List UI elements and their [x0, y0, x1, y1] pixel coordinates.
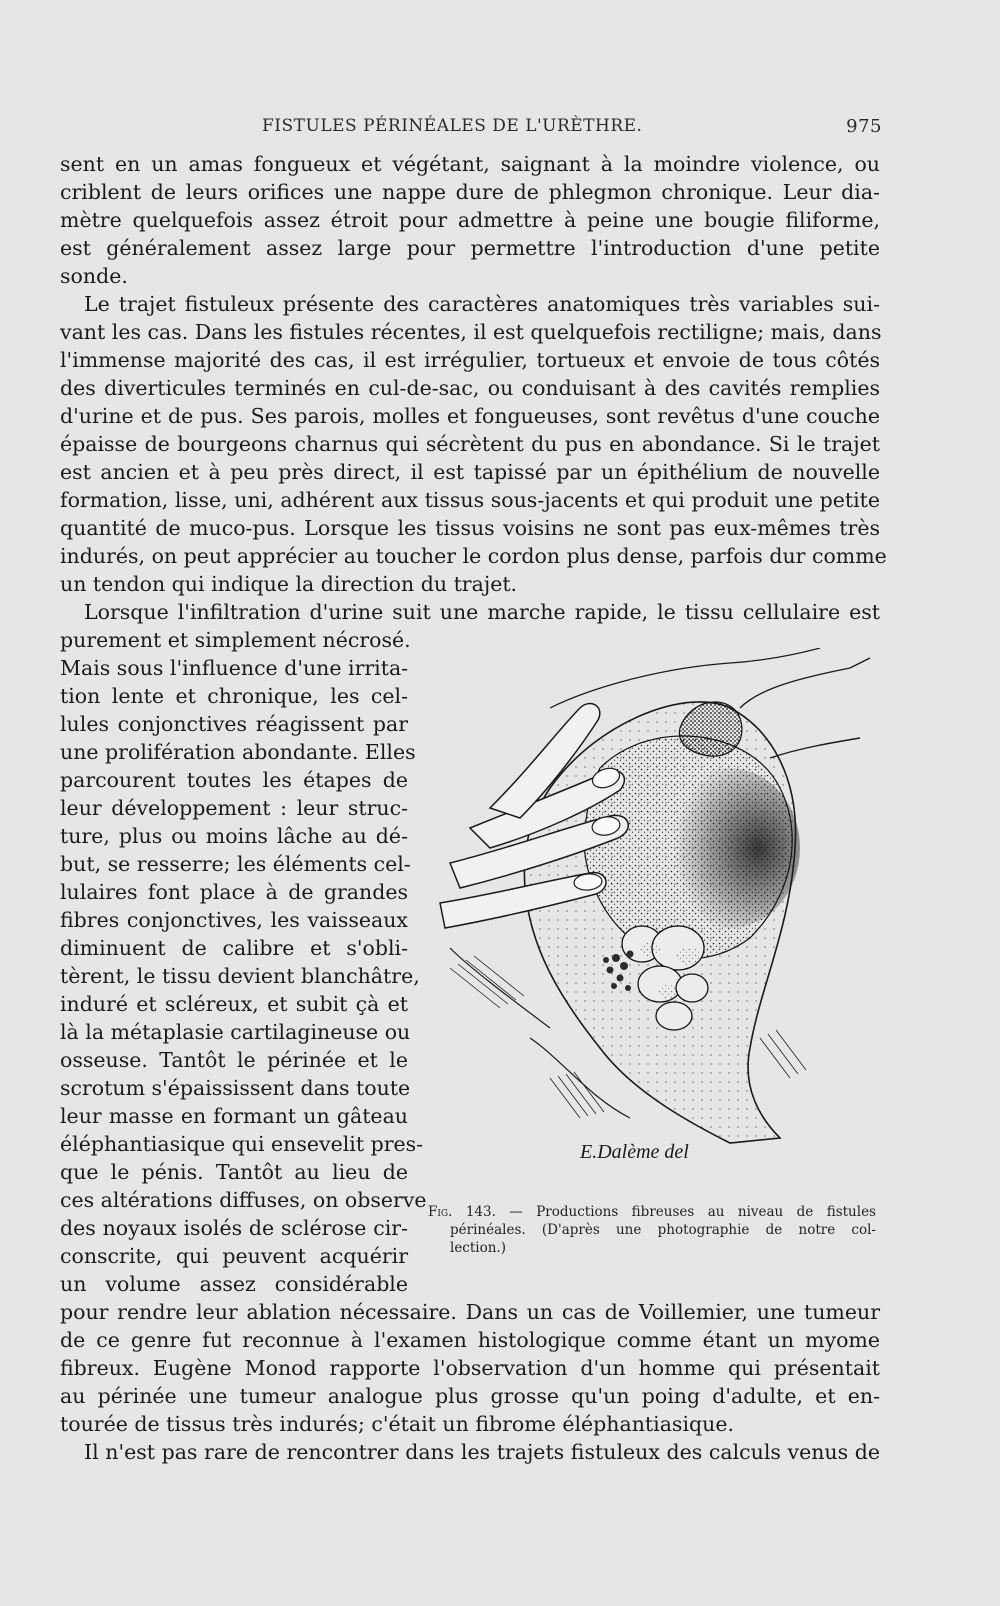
- text-line: tèrent, le tissu devient blanchâtre,: [60, 964, 420, 988]
- text-line: ture, plus ou moins lâche au dé-: [60, 824, 408, 848]
- caption-line: lection.): [450, 1240, 506, 1256]
- caption-text: — Productions fibreuses au niveau de fistules: [509, 1204, 876, 1220]
- text-line: est généralement assez large pour permettre l'introduction d'une petite: [60, 236, 880, 260]
- text-line: induré et scléreux, et subit çà et: [60, 992, 408, 1016]
- text-line: leur développement : leur struc-: [60, 796, 408, 820]
- text-line: des noyaux isolés de sclérose cir-: [60, 1216, 408, 1240]
- text-line: fibres conjonctives, les vaisseaux: [60, 908, 408, 932]
- text-line: sent en un amas fongueux et végétant, saignant à la moindre violence, ou: [60, 152, 880, 176]
- text-line: sonde.: [60, 264, 128, 288]
- caption-label: Fig. 143.: [428, 1204, 496, 1220]
- text-line: diminuent de calibre et s'obli-: [60, 936, 408, 960]
- text-line: parcourent toutes les étapes de: [60, 768, 408, 792]
- text-line: l'immense majorité des cas, il est irrégulier, tortueux et envoie de tous côtés: [60, 348, 880, 372]
- text-line: purement et simplement nécrosé.: [60, 628, 411, 652]
- text-line: éléphantiasique qui ensevelit pres-: [60, 1132, 424, 1156]
- text-line: scrotum s'épaississent dans toute: [60, 1076, 411, 1100]
- text-line: épaisse de bourgeons charnus qui sécrètent du pus en abondance. Si le trajet: [60, 432, 880, 456]
- page-number: 975: [846, 116, 882, 137]
- text-line: d'urine et de pus. Ses parois, molles et fongueuses, sont revêtus d'une couche: [60, 404, 880, 428]
- caption-line: périnéales. (D'après une photographie de notre col-: [450, 1222, 876, 1238]
- text-line: conscrite, qui peuvent acquérir: [60, 1244, 408, 1268]
- text-line: vant les cas. Dans les fistules récentes, il est quelquefois rectiligne; mais, dans: [60, 320, 882, 344]
- running-title: FISTULES PÉRINÉALES DE L'URÈTHRE.: [262, 116, 643, 136]
- text-line: lules conjonctives réagissent par: [60, 712, 408, 736]
- text-line: Il n'est pas rare de rencontrer dans les trajets fistuleux des calculs venus de: [84, 1440, 880, 1464]
- text-line: formation, lisse, uni, adhérent aux tissus sous-jacents et qui produit une petite: [60, 488, 880, 512]
- text-line: Le trajet fistuleux présente des caractères anatomiques très variables sui-: [84, 292, 880, 316]
- text-line: Mais sous l'influence d'une irrita-: [60, 656, 409, 680]
- text-line: pour rendre leur ablation nécessaire. Dans un cas de Voillemier, une tumeur: [60, 1300, 880, 1324]
- text-line: que le pénis. Tantôt au lieu de: [60, 1160, 408, 1184]
- anatomical-illustration: [430, 648, 878, 1188]
- text-line: osseuse. Tantôt le périnée et le: [60, 1048, 408, 1072]
- text-line: ces altérations diffuses, on observe: [60, 1188, 427, 1212]
- text-line: but, se resserre; les éléments cel-: [60, 852, 411, 876]
- caption-line: [428, 1203, 876, 1221]
- text-line: criblent de leurs orifices une nappe dure de phlegmon chronique. Leur dia-: [60, 180, 880, 204]
- text-line: fibreux. Eugène Monod rapporte l'observation d'un homme qui présentait: [60, 1356, 880, 1380]
- engraver-signature: E.Dalème del: [580, 1141, 689, 1163]
- text-line: des diverticules terminés en cul-de-sac, ou conduisant à des cavités remplies: [60, 376, 880, 400]
- text-line: une prolifération abondante. Elles: [60, 740, 416, 764]
- text-line: un volume assez considérable: [60, 1272, 408, 1296]
- text-line: Lorsque l'infiltration d'urine suit une marche rapide, le tissu cellulaire est: [84, 600, 880, 624]
- text-line: mètre quelquefois assez étroit pour admettre à peine une bougie filiforme,: [60, 208, 880, 232]
- text-line: là la métaplasie cartilagineuse ou: [60, 1020, 411, 1044]
- text-line: est ancien et à peu près direct, il est tapissé par un épithélium de nouvelle: [60, 460, 880, 484]
- text-line: quantité de muco-pus. Lorsque les tissus voisins ne sont pas eux-mêmes très: [60, 516, 880, 540]
- text-line: de ce genre fut reconnue à l'examen histologique comme étant un myome: [60, 1328, 880, 1352]
- text-line: leur masse en formant un gâteau: [60, 1104, 408, 1128]
- text-line: un tendon qui indique la direction du trajet.: [60, 572, 518, 596]
- text-line: tourée de tissus très indurés; c'était un fibrome éléphantiasique.: [60, 1412, 734, 1436]
- text-line: lulaires font place à de grandes: [60, 880, 408, 904]
- text-line: indurés, on peut apprécier au toucher le cordon plus dense, parfois dur comme: [60, 544, 887, 568]
- text-line: au périnée une tumeur analogue plus grosse qu'un poing d'adulte, et en-: [60, 1384, 880, 1408]
- figure-caption: [428, 1203, 876, 1257]
- text-line: tion lente et chronique, les cel-: [60, 684, 408, 708]
